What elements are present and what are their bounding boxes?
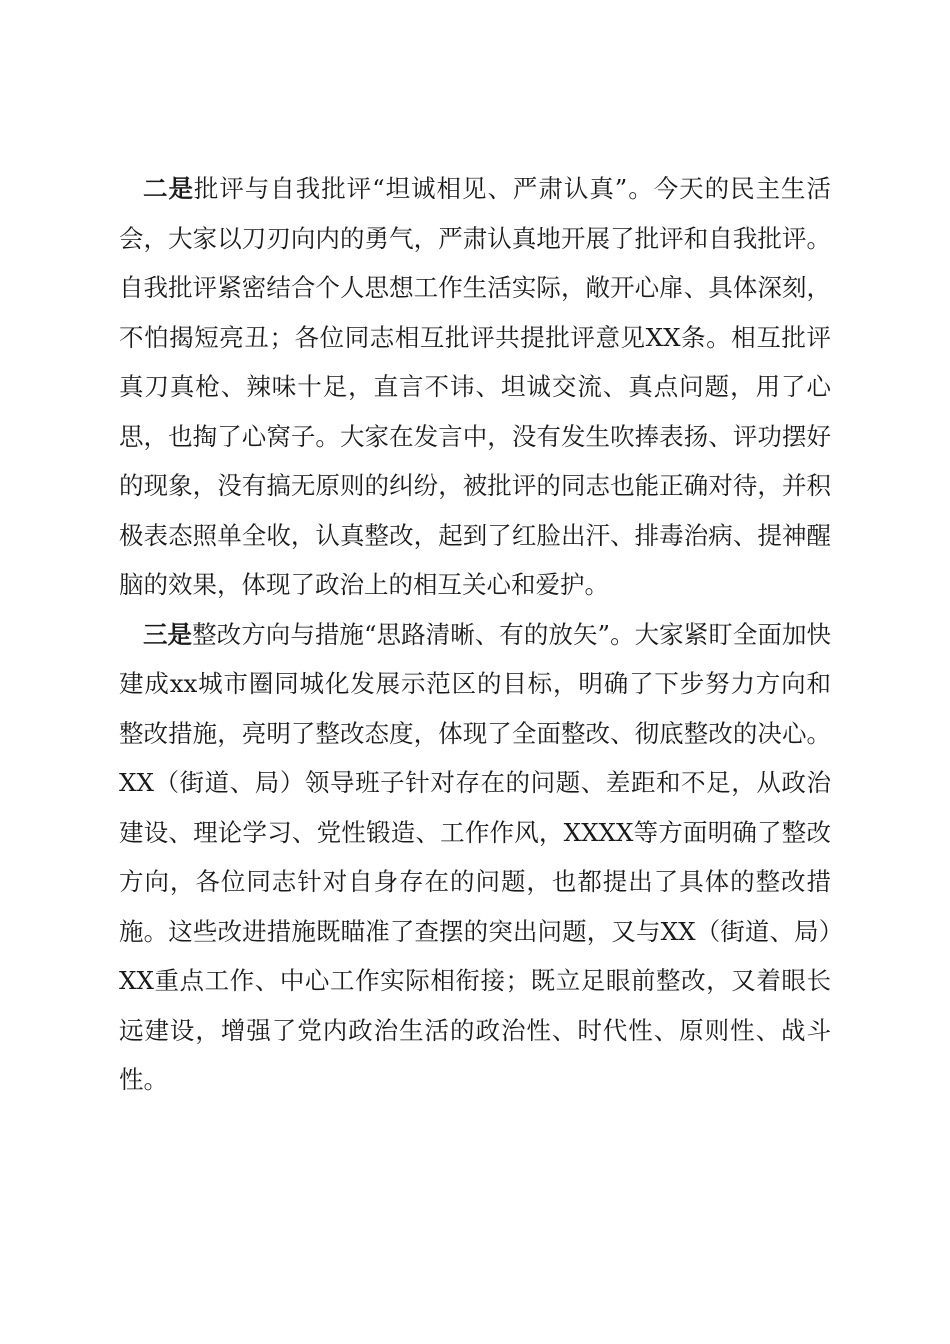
document-body — [119, 164, 831, 1105]
paragraph-two-lead: 二是 — [143, 174, 194, 203]
paragraph-three — [119, 610, 831, 1105]
paragraph-three-text: 整改方向与措施“思路清晰、有的放矢”。大家紧盯全面加快建成xx城市圈同城化发展示范区的目标，明确了下步努力方向和整改措施，亮明了整改态度，体现了全面整改、彻底整改的决心。XX（街道、局）领导班子针对存在的问题、差距和不足，从政治建设、理论学习、党性锻造、工作作风，XXXX等方面明确了整改方向，各位同志针对自身存在的问题，也都提出了具体的整改措施。这些改进措施既瞄准了查摆的突出问题，又与XX（街道、局）XX重点工作、中心工作实际相衔接；既立足眼前整改，又着眼长远建设，增强了党内政治生活的政治性、时代性、原则性、战斗性。 — [119, 619, 831, 1094]
paragraph-two — [119, 164, 831, 610]
paragraph-three-lead: 三是 — [143, 619, 193, 649]
paragraph-two-text: 批评与自我批评“坦诚相见、严肃认真”。今天的民主生活会，大家以刀刃向内的勇气，严肃认真地开展了批评和自我批评。自我批评紧密结合个人思想工作生活实际，敞开心扉、具体深刻，不怕揭短亮丑；各位同志相互批评共提批评意见XX条。相互批评真刀真枪、辣味十足，直言不讳、坦诚交流、真点问题，用了心思，也掏了心窝子。大家在发言中，没有发生吹捧表扬、评功摆好的现象，没有搞无原则的纠纷，被批评的同志也能正确对待，并积极表态照单全收，认真整改，起到了红脸出汗、排毒治病、提神醒脑的效果，体现了政治上的相互关心和爱护。 — [119, 174, 831, 599]
